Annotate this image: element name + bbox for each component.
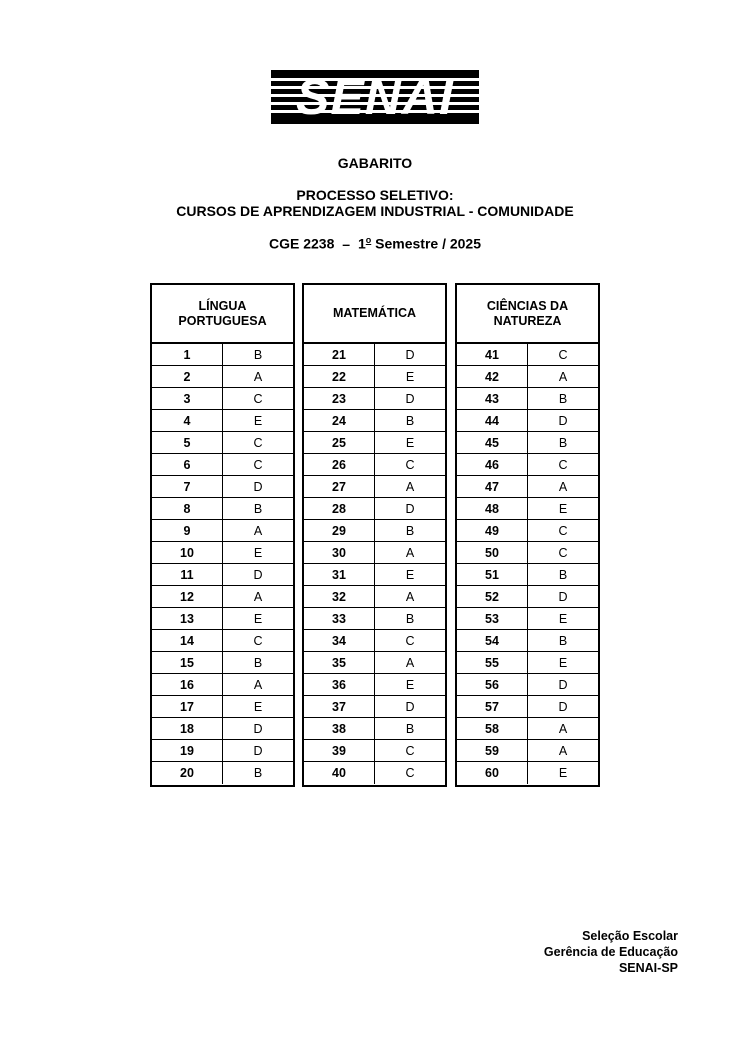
table-row [152,608,293,630]
question-number: 24 [304,410,375,431]
answer-letter: B [405,523,415,538]
question-number: 10 [152,542,223,563]
answer-letter: A [253,589,263,604]
table-title: MATEMÁTICA [332,306,417,320]
question-number: 4 [152,410,223,431]
question-number: 38 [304,718,375,739]
question-number: 21 [304,344,375,365]
answer-letter: C [405,743,415,758]
cge-code: CGE 2238 [269,235,335,252]
question-number: 19 [152,740,223,761]
process-title: PROCESSO SELETIVO: [296,187,454,203]
question-number: 27 [304,476,375,497]
table-lingua-portuguesa [150,283,295,787]
table-row [152,388,293,410]
table-row [152,718,293,740]
question-number: 57 [457,696,528,717]
answer-letter: A [558,369,568,384]
table-row [304,520,445,542]
question-number: 45 [457,432,528,453]
answer-letter: D [253,567,263,582]
table-row [304,740,445,762]
question-number: 23 [304,388,375,409]
answer-letter: D [558,413,568,428]
question-number: 32 [304,586,375,607]
answer-letter: E [253,611,263,626]
question-number: 3 [152,388,223,409]
table-row [457,344,598,366]
answer-letter: B [253,655,263,670]
answer-letter: A [405,655,415,670]
table-row [304,718,445,740]
question-number: 53 [457,608,528,629]
question-number: 36 [304,674,375,695]
question-number: 14 [152,630,223,651]
table-row [152,410,293,432]
table-row [304,366,445,388]
question-number: 40 [304,762,375,784]
answer-letter: A [558,721,568,736]
table-row [457,520,598,542]
answer-letter: D [253,721,263,736]
answer-letter: A [405,545,415,560]
question-number: 54 [457,630,528,651]
answer-letter: C [558,523,568,538]
answer-letter: C [253,391,263,406]
question-number: 25 [304,432,375,453]
question-number: 39 [304,740,375,761]
answer-letter: B [405,611,415,626]
answer-letter: A [558,743,568,758]
table-row [457,718,598,740]
table-row [152,674,293,696]
answer-letter: D [253,743,263,758]
question-number: 50 [457,542,528,563]
table-row [304,454,445,476]
answer-letter: C [405,766,415,780]
table-row [152,630,293,652]
answer-letter: B [558,567,568,582]
table-row [152,366,293,388]
table-row [152,586,293,608]
answer-letter: E [253,413,263,428]
table-header [304,285,445,344]
table-row [304,498,445,520]
answer-letter: B [558,633,568,648]
table-row [152,740,293,762]
answer-letter: A [405,589,415,604]
question-number: 33 [304,608,375,629]
dash: – [342,235,351,252]
answer-letter: E [405,435,415,450]
table-row [457,696,598,718]
question-number: 7 [152,476,223,497]
question-number: 1 [152,344,223,365]
table-title: LÍNGUA PORTUGUESA [178,298,267,328]
process-subtitle: CURSOS DE APRENDIZAGEM INDUSTRIAL - COMUNIDADE [176,203,574,219]
question-number: 55 [457,652,528,673]
question-number: 37 [304,696,375,717]
question-number: 35 [304,652,375,673]
table-row [152,432,293,454]
table-row [304,476,445,498]
answer-letter: B [558,391,568,406]
answer-letter: C [253,435,263,450]
question-number: 34 [304,630,375,651]
table-row [457,762,598,784]
page-title: GABARITO [337,155,413,171]
question-number: 58 [457,718,528,739]
logo-text: SENAI [296,70,454,124]
question-number: 9 [152,520,223,541]
question-number: 26 [304,454,375,475]
question-number: 13 [152,608,223,629]
question-number: 49 [457,520,528,541]
question-number: 51 [457,564,528,585]
question-number: 48 [457,498,528,519]
question-number: 41 [457,344,528,365]
question-number: 30 [304,542,375,563]
table-row [304,410,445,432]
table-row [152,454,293,476]
question-number: 56 [457,674,528,695]
table-row [304,696,445,718]
answer-letter: E [405,369,415,384]
table-header [457,285,598,344]
answer-letter: D [558,677,568,692]
table-row [304,586,445,608]
answer-letter: E [558,611,568,626]
table-row [457,476,598,498]
table-row [304,344,445,366]
question-number: 43 [457,388,528,409]
table-row [457,388,598,410]
answer-letter: C [558,545,568,560]
table-row [457,674,598,696]
question-number: 42 [457,366,528,387]
question-number: 2 [152,366,223,387]
question-number: 16 [152,674,223,695]
table-row [304,630,445,652]
table-row [304,762,445,784]
table-row [457,740,598,762]
table-row [304,542,445,564]
answer-letter: C [253,633,263,648]
semester-number: 1 [357,235,366,252]
question-number: 22 [304,366,375,387]
table-row [152,696,293,718]
answer-letter: E [558,766,568,780]
answer-letter: C [558,457,568,472]
table-row [152,542,293,564]
semester-text: Semestre / 2025 [375,235,481,252]
table-row [457,586,598,608]
answer-letter: A [253,369,263,384]
answer-letter: A [405,479,415,494]
table-row [152,762,293,784]
table-row [457,652,598,674]
footer [544,928,678,976]
table-matematica [302,283,447,787]
senai-logo [271,70,479,124]
table-row [152,520,293,542]
semester-ordinal: o [365,235,372,245]
answer-letter: D [253,479,263,494]
question-number: 59 [457,740,528,761]
answer-letter: B [405,413,415,428]
question-number: 20 [152,762,223,784]
question-number: 5 [152,432,223,453]
answer-letter: E [253,545,263,560]
question-number: 17 [152,696,223,717]
question-number: 18 [152,718,223,739]
answer-letter: B [253,347,263,362]
table-row [152,344,293,366]
table-row [304,432,445,454]
answer-letter: E [253,699,263,714]
answer-letter: E [558,501,568,516]
question-number: 8 [152,498,223,519]
question-number: 52 [457,586,528,607]
answer-letter: B [558,435,568,450]
table-row [152,652,293,674]
table-row [457,366,598,388]
table-row [457,454,598,476]
answer-letter: E [405,677,415,692]
answer-letter: C [253,457,263,472]
table-row [457,432,598,454]
table-row [152,564,293,586]
table-row [304,652,445,674]
table-header [152,285,293,344]
footer-line: Gerência de Educação [543,945,678,959]
footer-line: Seleção Escolar [582,929,678,943]
answer-letter: B [253,766,263,780]
question-number: 31 [304,564,375,585]
answer-letter: A [253,677,263,692]
table-ciencias-da-natureza [455,283,600,787]
answer-letter: D [405,699,415,714]
table-row [457,564,598,586]
table-row [152,476,293,498]
answer-letter: A [253,523,263,538]
answer-letter: A [558,479,568,494]
footer-line: SENAI-SP [618,961,678,975]
question-number: 12 [152,586,223,607]
table-row [304,564,445,586]
answer-letter: D [405,391,415,406]
question-number: 29 [304,520,375,541]
table-row [457,630,598,652]
table-row [457,498,598,520]
question-number: 46 [457,454,528,475]
answer-letter: D [558,699,568,714]
table-title: CIÊNCIAS DA NATUREZA [486,298,569,328]
answer-letter: B [253,501,263,516]
answer-letter: D [405,347,415,362]
table-row [457,542,598,564]
table-row [304,608,445,630]
table-row [457,410,598,432]
question-number: 6 [152,454,223,475]
answer-letter: C [405,457,415,472]
question-number: 15 [152,652,223,673]
answer-letter: D [405,501,415,516]
answer-letter: B [405,721,415,736]
question-number: 28 [304,498,375,519]
table-row [457,608,598,630]
question-number: 60 [457,762,528,784]
question-number: 11 [152,564,223,585]
answer-letter: D [558,589,568,604]
table-row [152,498,293,520]
question-number: 47 [457,476,528,497]
question-number: 44 [457,410,528,431]
table-row [304,674,445,696]
exam-info [0,235,750,252]
answer-letter: E [558,655,568,670]
table-row [304,388,445,410]
answer-letter: C [558,347,568,362]
answer-letter: E [405,567,415,582]
answer-letter: C [405,633,415,648]
